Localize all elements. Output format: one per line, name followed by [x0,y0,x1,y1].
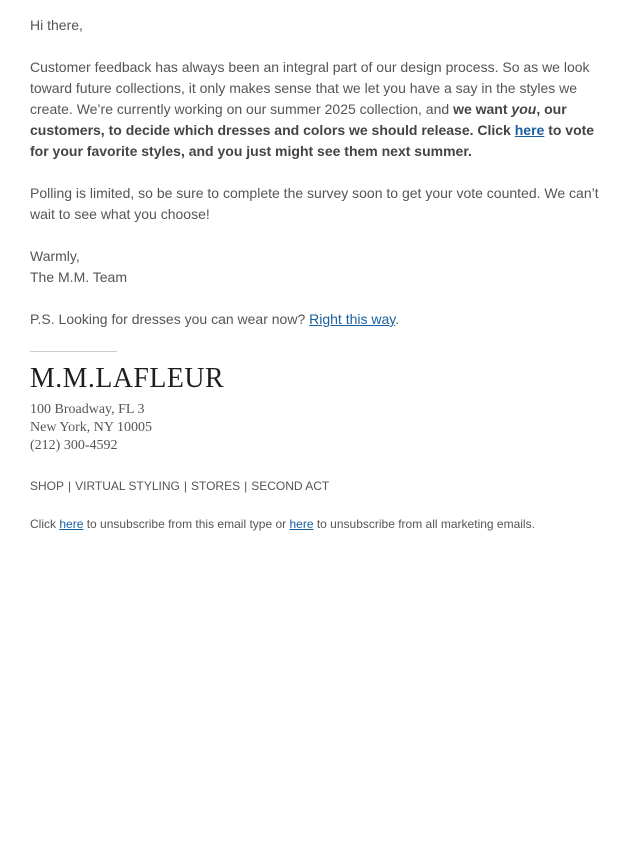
intro-text: Customer feedback has always been an integral part of our design process. So as we look toward future collections, it only makes sense that we let you have a say in the styles we create. We’re currently working on our summer 2025 collection, and [30,59,590,117]
footer-link-shop[interactable]: SHOP [30,479,65,493]
polling-paragraph: Polling is limited, so be sure to complete the survey soon to get your vote counted. We can’t wait to see what you choose! [30,185,599,222]
unsub-middle: to unsubscribe from this email type or [83,517,290,531]
ps-end: . [395,311,400,327]
address-line-1: 100 Broadway, FL 3 [30,402,145,417]
email-body [30,15,610,532]
signature: The M.M. Team [30,269,127,285]
unsubscribe-type-link[interactable]: here [59,517,84,531]
brand-logo[interactable]: M.M.LAFLEUR [30,362,224,394]
ps-paragraph [30,309,610,330]
vote-link[interactable]: here [514,122,545,138]
address-line-2: New York, NY 10005 [30,420,152,435]
greeting: Hi there, [30,17,83,33]
intro-emphasis-you: you [511,101,537,117]
footer-link-second-act[interactable]: SECOND ACT [251,479,330,493]
unsub-prefix: Click [30,517,60,531]
brand-address [30,401,610,455]
footer-separator: | [183,479,187,493]
phone-number: (212) 300-4592 [30,438,118,453]
footer-separator: | [244,479,248,493]
unsubscribe-notice [30,516,610,532]
intro-bold-italic [511,101,536,117]
intro-paragraph [30,57,610,162]
signature-divider [30,351,117,352]
ps-text: P.S. Looking for dresses you can wear now? [30,311,310,327]
intro-bold-a: we want [453,101,512,117]
intro-bold-b: , our customers, to decide which dresses and colors we should release. Click [30,101,567,138]
signoff: Warmly, [30,248,80,264]
intro-bold-c: to vote for your favorite styles, and you just might see them next summer. [30,122,595,159]
footer-link-virtual-styling[interactable]: VIRTUAL STYLING [75,479,180,493]
unsubscribe-all-link[interactable]: here [289,517,314,531]
footer-link-stores[interactable]: STORES [190,479,241,493]
unsub-suffix: to unsubscribe from all marketing emails. [313,517,535,531]
signoff-block [30,246,610,288]
footer-nav [30,478,610,494]
shop-now-link[interactable]: Right this way [309,311,396,327]
footer-separator: | [68,479,72,493]
